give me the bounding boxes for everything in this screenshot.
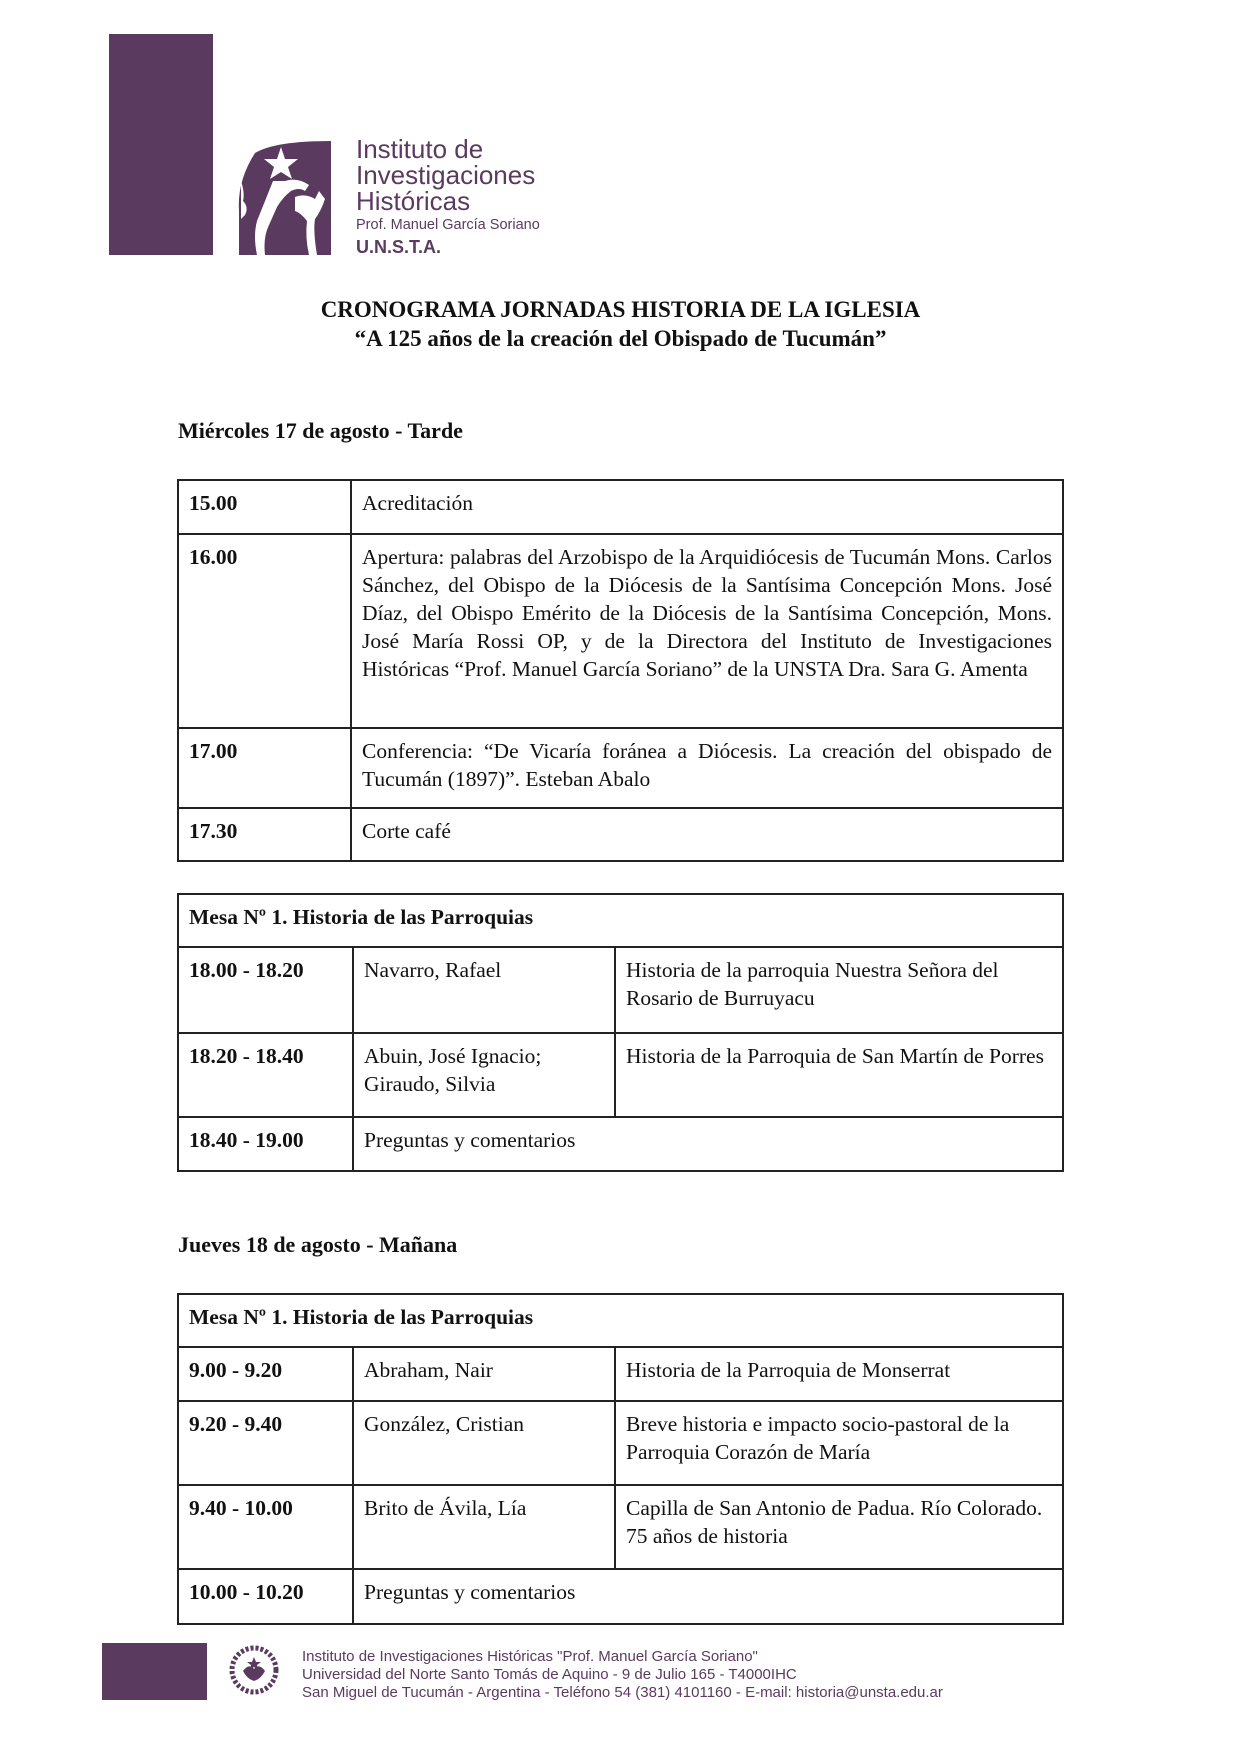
mesa-header-row (178, 894, 1063, 947)
page-title: CRONOGRAMA JORNADAS HISTORIA DE LA IGLESIA (320, 297, 921, 322)
logo-line-5: U.N.S.T.A. (356, 237, 442, 257)
speaker-cell: Brito de Ávila, Lía (353, 1485, 615, 1569)
topic-cell: Historia de la parroquia Nuestra Señora del Rosario de Burruyacu (615, 947, 1063, 1033)
page-subtitle: “A 125 años de la creación del Obispado de Tucumán” (354, 326, 887, 351)
table-row (178, 1033, 1063, 1117)
day-heading-2: Jueves 18 de agosto - Mañana (178, 1232, 458, 1257)
table-row (178, 728, 1063, 808)
topic-cell: Capilla de San Antonio de Padua. Río Colorado. 75 años de historia (615, 1485, 1063, 1569)
footer-purple-bar (102, 1643, 207, 1700)
header-purple-bar (109, 34, 213, 255)
mesa-title: Mesa Nº 1. Historia de las Parroquias (178, 894, 1063, 947)
time-cell: 9.40 - 10.00 (178, 1485, 353, 1569)
activity-cell: Corte café (351, 808, 1063, 861)
time-cell: 9.20 - 9.40 (178, 1401, 353, 1485)
footer-line-3: San Miguel de Tucumán - Argentina - Teléfono 54 (381) 4101160 - E-mail: historia@unsta.edu.ar (302, 1684, 943, 1701)
institute-logo-icon (235, 141, 331, 255)
table-row (178, 1401, 1063, 1485)
time-cell: 18.00 - 18.20 (178, 947, 353, 1033)
logo-line-3: Históricas (356, 186, 471, 216)
topic-cell: Historia de la Parroquia de San Martín de Porres (615, 1033, 1063, 1117)
activity-cell: Apertura: palabras del Arzobispo de la Arquidiócesis de Tucumán Mons. Carlos Sánchez, del Obispo de la Diócesis de la Santísima Concepción Mons. José Díaz, del Obispo Emérito de la Diócesis de la Santísima Concepción, Mons. José María Rossi OP, y de la Directora del Instituto de Investigaciones Históricas “Prof. Manuel García Soriano” de la UNSTA Dra. Sara G. Amenta (351, 534, 1063, 728)
footer-line-2: Universidad del Norte Santo Tomás de Aquino - 9 de Julio 165 - T4000IHC (302, 1666, 797, 1683)
logo-line-4: Prof. Manuel García Soriano (356, 217, 540, 233)
activity-cell: Preguntas y comentarios (353, 1117, 1063, 1171)
mesa-header-row (178, 1294, 1063, 1347)
table-row (178, 1347, 1063, 1401)
time-cell: 17.30 (178, 808, 351, 861)
logo-line-2: Investigaciones (356, 160, 536, 190)
table-row (178, 808, 1063, 861)
speaker-cell: Navarro, Rafael (353, 947, 615, 1033)
time-cell: 18.40 - 19.00 (178, 1117, 353, 1171)
time-cell: 10.00 - 10.20 (178, 1569, 353, 1624)
activity-cell: Preguntas y comentarios (353, 1569, 1063, 1624)
speaker-cell: González, Cristian (353, 1401, 615, 1485)
time-cell: 15.00 (178, 480, 351, 534)
activity-cell: Acreditación (351, 480, 1063, 534)
mesa-title: Mesa Nº 1. Historia de las Parroquias (178, 1294, 1063, 1347)
time-cell: 17.00 (178, 728, 351, 808)
time-cell: 16.00 (178, 534, 351, 728)
topic-cell: Breve historia e impacto socio-pastoral de la Parroquia Corazón de María (615, 1401, 1063, 1485)
university-seal-icon (229, 1645, 279, 1695)
speaker-cell: Abuin, José Ignacio; Giraudo, Silvia (353, 1033, 615, 1117)
table-row (178, 1569, 1063, 1624)
table-row (178, 1117, 1063, 1171)
topic-cell: Historia de la Parroquia de Monserrat (615, 1347, 1063, 1401)
opening-schedule-table (177, 479, 1064, 862)
footer-line-1: Instituto de Investigaciones Históricas "Prof. Manuel García Soriano" (302, 1648, 758, 1665)
table-row (178, 1485, 1063, 1569)
table-row (178, 480, 1063, 534)
mesa-table-2 (177, 1293, 1064, 1625)
time-cell: 9.00 - 9.20 (178, 1347, 353, 1401)
mesa-table-1 (177, 893, 1064, 1172)
table-row (178, 534, 1063, 728)
time-cell: 18.20 - 18.40 (178, 1033, 353, 1117)
day-heading-1: Miércoles 17 de agosto - Tarde (178, 418, 463, 443)
speaker-cell: Abraham, Nair (353, 1347, 615, 1401)
logo-line-1: Instituto de (356, 134, 484, 164)
activity-cell: Conferencia: “De Vicaría foránea a Diócesis. La creación del obispado de Tucumán (1897)”. Esteban Abalo (351, 728, 1063, 808)
table-row (178, 947, 1063, 1033)
